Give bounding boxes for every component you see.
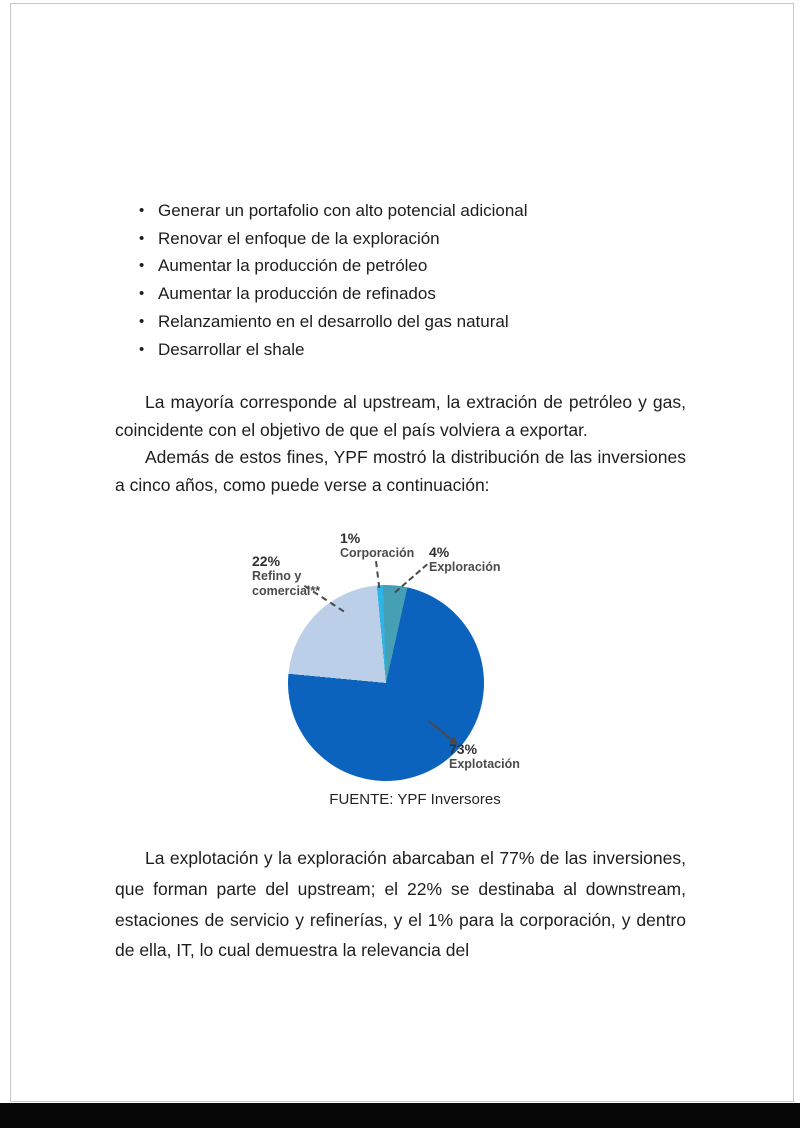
pie-label-name: Exploración <box>429 560 501 574</box>
pie-label-name: Explotación <box>449 757 520 771</box>
chart-source-caption: FUENTE: YPF Inversores <box>329 791 501 808</box>
bullet-text: Aumentar la producción de petróleo <box>158 256 428 276</box>
bullet-text: Aumentar la producción de refinados <box>158 284 436 304</box>
pie-label-name: Corporación <box>340 546 415 560</box>
body-text-upper <box>115 389 686 499</box>
pie-label-name: Refino y <box>252 569 302 583</box>
list-item <box>137 336 682 364</box>
pie-label-name: comercial** <box>252 583 321 598</box>
bullet-icon: • <box>139 312 145 330</box>
bullet-icon: • <box>139 229 145 247</box>
paragraph: La mayoría corresponde al upstream, la extración de petróleo y gas, coincidente con el objetivo de que el país volviera a exportar. <box>115 392 686 440</box>
bullet-icon: • <box>139 202 145 219</box>
body-text-lower <box>115 843 686 966</box>
list-item <box>137 225 682 253</box>
bullet-icon: • <box>139 257 145 275</box>
list-item <box>137 252 682 280</box>
list-item <box>137 308 682 336</box>
list-item <box>137 280 682 308</box>
pie-label-pct: 1% <box>340 530 361 546</box>
viewer-background-bar <box>0 1103 800 1128</box>
pie-label-pct: 4% <box>429 544 450 560</box>
bullet-text: Desarrollar el shale <box>158 339 305 359</box>
pie-label-pct: 73% <box>449 741 478 757</box>
bullet-icon: • <box>139 285 145 303</box>
list-item <box>137 197 682 225</box>
bullet-list <box>137 197 682 363</box>
bullet-text: Relanzamiento en el desarrollo del gas natural <box>158 311 509 331</box>
bullet-text: Renovar el enfoque de la exploración <box>158 228 440 248</box>
bullet-text: Generar un portafolio con alto potencial adicional <box>158 201 528 220</box>
paragraph: Además de estos fines, YPF mostró la distribución de las inversiones a cinco años, como puede verse a continuación: <box>115 447 686 495</box>
pie-label-explotacion <box>449 742 520 772</box>
bullet-icon: • <box>139 340 145 358</box>
pie-label-pct: 22% <box>252 553 281 569</box>
pie-label-corporacion <box>340 531 414 561</box>
paragraph: La explotación y la exploración abarcaban el 77% de las inversiones, que forman parte del upstream; el 22% se destinaba al downstream, estaciones de servicio y refinerías, y el 1% para la corporación, y dentro de ella, IT, lo cual demuestra la relevancia del <box>115 848 686 961</box>
pie-label-refino <box>252 554 320 598</box>
pie-label-exploracion <box>429 545 501 575</box>
